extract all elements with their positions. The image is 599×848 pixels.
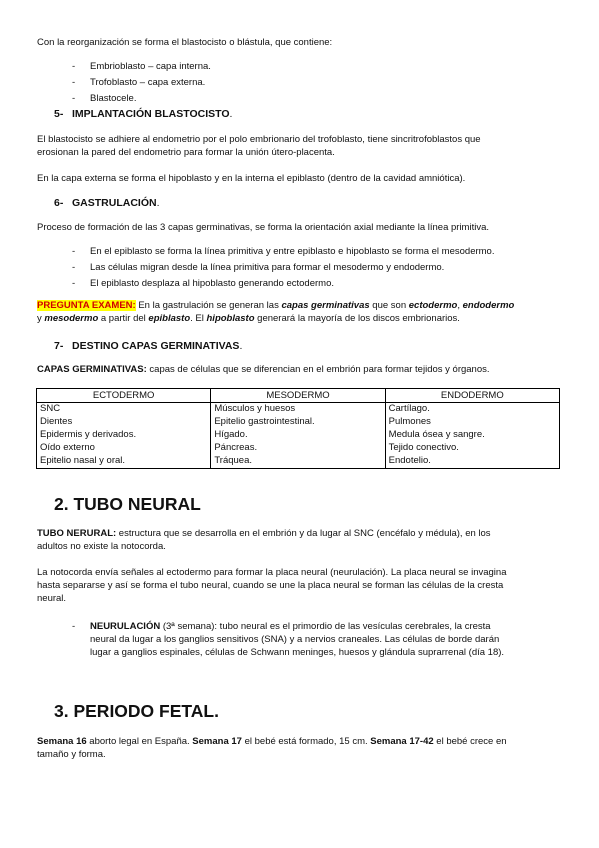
list-item-text: Embrioblasto – capa interna. [90,61,211,72]
section-title: IMPLANTACIÓN BLASTOCISTO [72,108,230,120]
table-cell: Endotelio. [385,455,559,468]
chapter-heading-periodo-fetal [54,699,219,723]
column-header: MESODERMO [211,389,385,403]
term-label: Semana 17-42 [370,736,434,747]
paragraph-line: tamaño y forma. [37,749,106,761]
column-header: ENDODERMO [385,389,559,403]
table-cell: Cartílago. [385,403,559,416]
section-title-end: . [156,197,160,209]
chapter-title: 3. PERIODO FETAL [54,701,215,721]
section-heading-7 [54,339,242,353]
exam-term: mesodermo [44,313,99,325]
exam-text: En la gastrulación se generan las [135,300,282,311]
paragraph-line: estructura que se desarrolla en el embrión y da lugar al SNC (encéfalo y médula), en los [116,528,491,539]
table-row [37,403,560,416]
term-label: CAPAS GERMINATIVAS: [37,364,147,375]
term-label: TUBO NERURAL: [37,528,117,539]
table-cell: Epidermis y derivados. [37,429,211,442]
list-item-text: Trofoblasto – capa externa. [90,77,206,88]
term-label: Semana 17 [192,736,242,747]
table-row [37,429,560,442]
column-header: ECTODERMO [37,389,211,403]
list-item-text: En el epiblasto se forma la línea primitiva y entre epiblasto e hipoblasto se forma el mesodermo. [90,246,495,257]
chapter-title-end: . [214,701,219,721]
table-cell: Dientes [37,416,211,429]
bullet-dash: - [72,246,76,257]
paragraph [37,566,567,605]
exam-label: PREGUNTA EXAMEN: [37,300,136,311]
list-item-text [90,620,560,659]
term-label: Semana 16 [37,736,87,747]
section-number: 6- [54,197,64,209]
table-cell: Músculos y huesos [211,403,385,416]
term-label: NEURULACIÓN [90,621,161,632]
table-cell: Hígado. [211,429,385,442]
paragraph-line: La notocorda envía señales al ectodermo para formar la placa neural (neurulación). La placa neural se invagina [37,567,507,578]
table-row [37,442,560,455]
bullet-dash: - [72,93,76,104]
paragraph-line: adultos no existe la notocorda. [37,541,166,553]
table-row [37,416,560,429]
exam-text: . El [190,313,207,325]
table-cell: Medula ósea y sangre. [385,429,559,442]
term-definition: capas de células que se diferencian en el embrión para formar tejidos y órganos. [146,364,490,375]
section-title: DESTINO CAPAS GERMINATIVAS [72,340,240,352]
intro-text: Con la reorganización se forma el blastocisto o blástula, que contiene: [37,37,333,48]
exam-text: que son [369,300,409,311]
bullet-dash: - [72,278,76,289]
germ-layers-table [36,388,560,469]
section-heading-6 [54,196,160,210]
bullet-dash: - [72,262,76,273]
paragraph-line: (3ª semana): tubo neural es el primordio de las vesículas cerebrales, la cresta [160,621,491,632]
exam-note [37,299,567,325]
paragraph-line: El blastocisto se adhiere al endometrio por el polo embrionario del trofoblasto, tiene sincritrofoblastos que [37,134,481,145]
table-cell: SNC [37,403,211,416]
section-number: 5- [54,108,64,120]
paragraph: En la capa externa se forma el hipoblasto y en la interna el epiblasto (dentro de la cavidad amniótica). [37,173,466,184]
table-cell: Tejido conectivo. [385,442,559,455]
paragraph-text: el bebé crece en [433,736,507,747]
list-item-text: Blastocele. [90,93,137,104]
section-heading-5 [54,107,232,121]
paragraph-line: neural. [37,593,67,605]
bullet-dash: - [72,61,76,72]
table-cell: Epitelio gastrointestinal. [211,416,385,429]
paragraph: Proceso de formación de las 3 capas germinativas, se forma la orientación axial mediante la línea primitiva. [37,222,490,233]
section-title-end: . [229,108,233,120]
section-number: 7- [54,340,64,352]
bullet-dash: - [72,621,76,632]
bullet-dash: - [72,77,76,88]
exam-term: ectodermo [408,300,458,311]
table-cell: Tráquea. [211,455,385,468]
exam-text: a partir del [98,313,149,325]
exam-term: hipoblasto [206,313,255,325]
table-cell: Pulmones [385,416,559,429]
paragraph [37,133,567,159]
paragraph-text: aborto legal en España. [86,736,193,747]
chapter-heading-tubo-neural: 2. TUBO NEURAL [54,494,201,514]
exam-text: generará la mayoría de los discos embrionarios. [254,313,460,325]
section-title-end: . [239,340,243,352]
paragraph-line: erosionan la pared del endometrio para formar la unión útero-placenta. [37,147,335,159]
paragraph-line: hasta separarse y así se forma el tubo neural, cuando se une la placa neural se forman las células de la cresta [37,580,504,592]
list-item-text: El epiblasto desplaza al hipoblasto generando ectodermo. [90,278,334,289]
section-title: GASTRULACIÓN [72,197,157,209]
list-item-text: Las células migran desde la línea primitiva para formar el mesodermo y endodermo. [90,262,445,273]
exam-term: capas germinativas [281,300,370,311]
table-cell: Páncreas. [211,442,385,455]
paragraph [37,527,567,553]
paragraph [37,735,567,761]
exam-text: , [457,300,463,311]
exam-term: endodermo [462,300,515,311]
table-header-row [37,389,560,403]
paragraph-text: el bebé está formado, 15 cm. [241,736,371,747]
paragraph-line: neural da lugar a los ganglios sensitivos (SNA) y a nervios craneales. Las células de borde darán [90,634,500,646]
table-row [37,455,560,468]
table-cell: Oído externo [37,442,211,455]
table-cell: Epitelio nasal y oral. [37,455,211,468]
paragraph-line: lugar a ganglios espinales, células de Schwann meninges, huesos y glándula suprarrenal (día 18). [90,647,505,659]
paragraph [37,363,567,376]
exam-text: y [37,313,45,325]
exam-term: epiblasto [148,313,191,325]
